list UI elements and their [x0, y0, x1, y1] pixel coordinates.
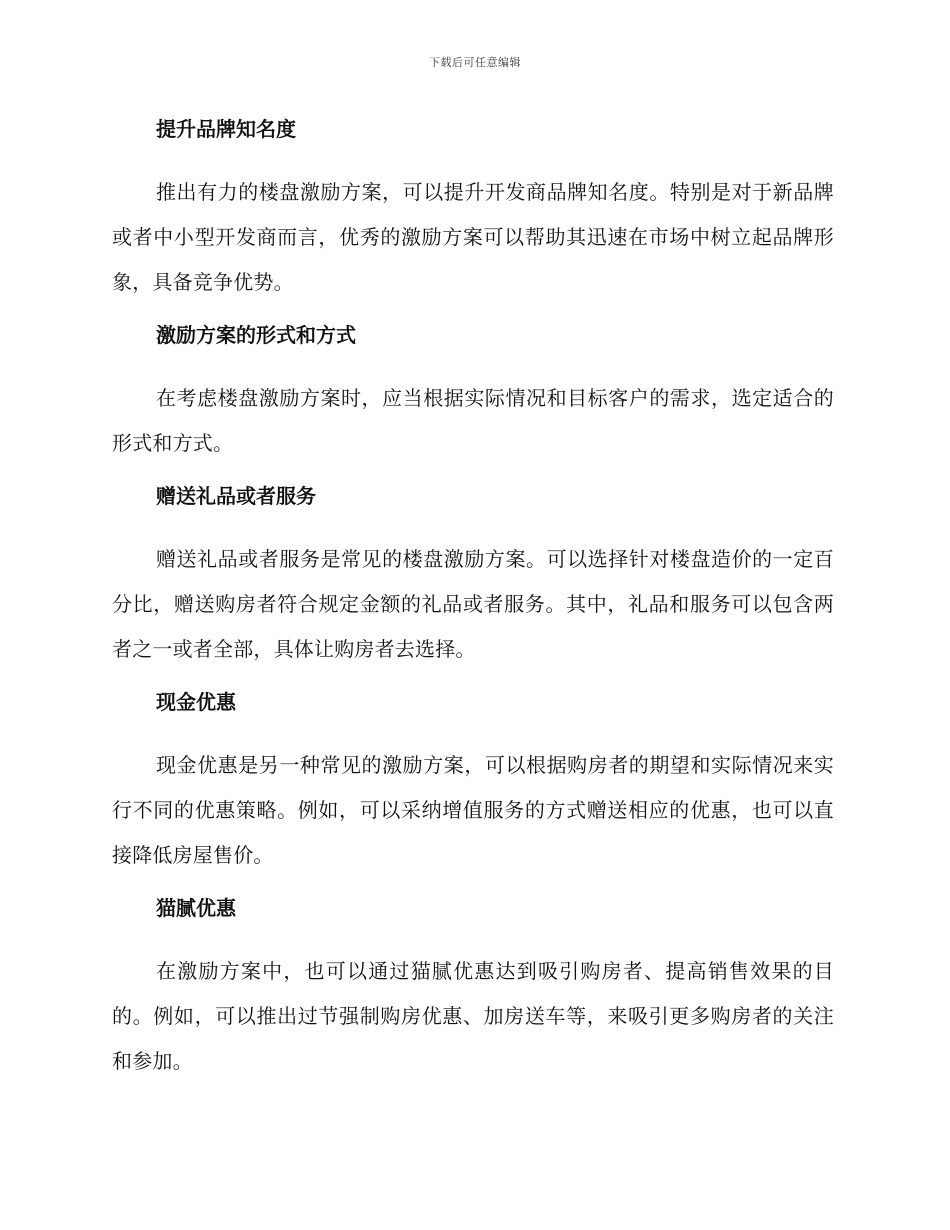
section-heading: 激励方案的形式和方式 — [156, 323, 356, 347]
section-paragraph: 在激励方案中，也可以通过猫腻优惠达到吸引购房者、提高销售效果的目的。例如，可以推出过节强制购房优惠、加房送车等，来吸引更多购房者的关注和参加。 — [112, 959, 834, 1073]
section-heading: 现金优惠 — [156, 690, 236, 714]
section-paragraph: 推出有力的楼盘激励方案，可以提升开发商品牌知名度。特别是对于新品牌或者中小型开发商而言，优秀的激励方案可以帮助其迅速在市场中树立起品牌形象，具备竞争优势。 — [112, 180, 834, 294]
document-content — [112, 112, 834, 1097]
section-heading: 猫腻优惠 — [156, 896, 236, 920]
section-paragraph: 在考虑楼盘激励方案时，应当根据实际情况和目标客户的需求，选定适合的形式和方式。 — [112, 386, 834, 455]
page-header: 下载后可任意编辑 — [429, 56, 521, 69]
section-gifts-services — [112, 479, 834, 672]
section-heading: 提升品牌知名度 — [156, 117, 296, 141]
section-brand-awareness — [112, 112, 834, 305]
section-paragraph: 现金优惠是另一种常见的激励方案，可以根据购房者的期望和实际情况来实行不同的优惠策略。例如，可以采纳增值服务的方式赠送相应的优惠，也可以直接降低房屋售价。 — [112, 753, 834, 867]
section-special-discount — [112, 891, 834, 1084]
section-incentive-forms — [112, 318, 834, 466]
section-paragraph: 赠送礼品或者服务是常见的楼盘激励方案。可以选择针对楼盘造价的一定百分比，赠送购房者符合规定金额的礼品或者服务。其中，礼品和服务可以包含两者之一或者全部，具体让购房者去选择。 — [112, 547, 834, 661]
section-cash-discount — [112, 685, 834, 878]
section-heading: 赠送礼品或者服务 — [156, 484, 316, 508]
